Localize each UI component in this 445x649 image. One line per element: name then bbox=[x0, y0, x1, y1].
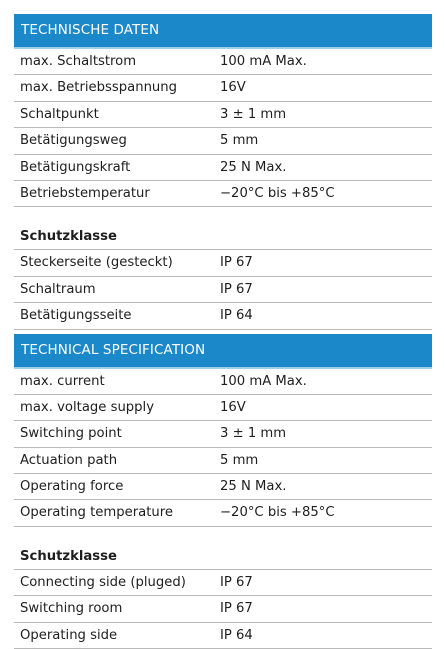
spec-label: Betriebstemperatur bbox=[20, 185, 150, 201]
spec-label: max. Schaltstrom bbox=[20, 54, 137, 69]
section-spacer bbox=[14, 527, 432, 542]
protection-label: Switching room bbox=[20, 601, 123, 617]
spec-row bbox=[14, 448, 432, 474]
protection-value: IP 67 bbox=[220, 601, 253, 617]
protection-label: Connecting side (pluged) bbox=[20, 574, 186, 590]
spec-label: Switching point bbox=[20, 426, 122, 442]
spec-sheet bbox=[14, 14, 432, 649]
protection-value: IP 67 bbox=[220, 255, 253, 271]
protection-row bbox=[14, 250, 432, 276]
protection-label: Betätigungsseite bbox=[20, 308, 132, 324]
spec-label: Actuation path bbox=[20, 452, 118, 468]
spec-row bbox=[14, 102, 432, 128]
section-header-technische-daten: TECHNISCHE DATEN bbox=[14, 14, 432, 49]
protection-value: IP 64 bbox=[220, 627, 253, 643]
spec-row bbox=[14, 474, 432, 500]
protection-label: Operating side bbox=[20, 627, 118, 643]
spec-label: Betätigungskraft bbox=[20, 159, 131, 175]
spec-row bbox=[14, 49, 432, 75]
spec-row bbox=[14, 181, 432, 207]
spec-value: 100 mA Max. bbox=[220, 54, 307, 69]
spec-value: 5 mm bbox=[220, 133, 259, 149]
spec-row bbox=[14, 395, 432, 421]
spec-value: 25 N Max. bbox=[220, 159, 287, 175]
spec-row bbox=[14, 155, 432, 181]
protection-class-heading: Schutzklasse bbox=[14, 222, 432, 250]
spec-label: Schaltpunkt bbox=[20, 106, 99, 122]
spec-value: 3 ± 1 mm bbox=[220, 426, 287, 442]
spec-value: 25 N Max. bbox=[220, 479, 287, 495]
spec-label: Betätigungsweg bbox=[20, 133, 127, 149]
spec-label: max. voltage supply bbox=[20, 399, 155, 415]
spec-row bbox=[14, 75, 432, 101]
spec-label: max. Betriebsspannung bbox=[20, 80, 178, 96]
section-spacer bbox=[14, 207, 432, 222]
spec-value: −20°C bis +85°C bbox=[220, 505, 335, 521]
spec-value: 3 ± 1 mm bbox=[220, 106, 287, 122]
protection-row bbox=[14, 277, 432, 303]
spec-label: Operating temperature bbox=[20, 505, 174, 521]
protection-label: Schaltraum bbox=[20, 281, 96, 297]
spec-label: max. current bbox=[20, 373, 105, 389]
spec-value: 100 mA Max. bbox=[220, 373, 307, 389]
spec-value: 16V bbox=[220, 399, 246, 415]
protection-row bbox=[14, 303, 432, 329]
section-header-technical-specification: TECHNICAL SPECIFICATION bbox=[14, 334, 432, 369]
spec-row bbox=[14, 421, 432, 447]
spec-row bbox=[14, 500, 432, 526]
protection-row bbox=[14, 596, 432, 622]
spec-row bbox=[14, 369, 432, 395]
spec-label: Operating force bbox=[20, 479, 124, 495]
protection-label: Steckerseite (gesteckt) bbox=[20, 255, 173, 271]
protection-value: IP 67 bbox=[220, 281, 253, 297]
spec-value: −20°C bis +85°C bbox=[220, 185, 335, 201]
protection-value: IP 64 bbox=[220, 308, 253, 324]
spec-value: 16V bbox=[220, 80, 246, 96]
spec-row bbox=[14, 128, 432, 154]
protection-row bbox=[14, 623, 432, 649]
protection-class-heading: Schutzklasse bbox=[14, 542, 432, 570]
spec-value: 5 mm bbox=[220, 452, 259, 468]
protection-row bbox=[14, 570, 432, 596]
protection-value: IP 67 bbox=[220, 574, 253, 590]
